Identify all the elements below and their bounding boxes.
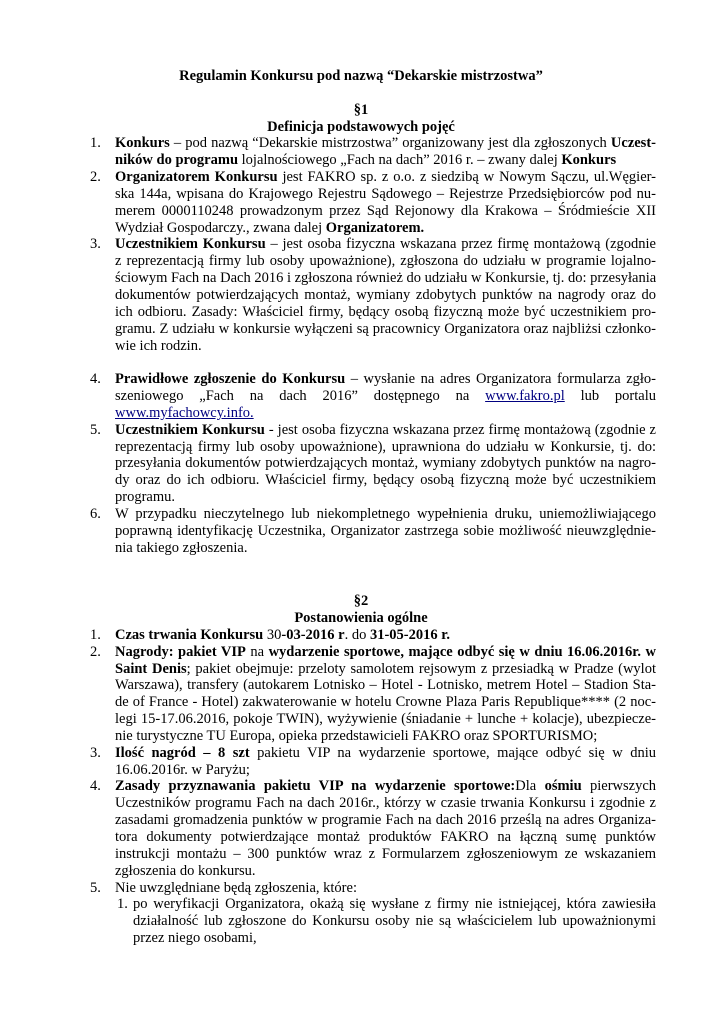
list-item	[90, 505, 656, 557]
link[interactable]: www.myfachowcy.info.	[115, 404, 254, 421]
bold-text-run: 31-05-2016 r.	[369, 626, 450, 643]
list-number: 5.	[90, 879, 101, 896]
document-content	[0, 68, 724, 947]
text-line	[115, 523, 656, 540]
text-line	[115, 253, 656, 270]
text-line	[115, 677, 656, 694]
text-run: przesyłania dokumentów potwierdzających montaż, wymiany zdobytych punktów na nagro-	[115, 455, 656, 472]
bold-text-run: Uczestnikiem Konkursu	[115, 421, 265, 438]
section-symbol: §1	[353, 101, 369, 118]
text-run: reprezentacją firmy lub osoby upoważnione), uprawniona do udziału w Konkursie, tj. do:	[115, 438, 656, 455]
text-line	[115, 661, 656, 678]
text-line	[115, 405, 656, 422]
text-run: de of France - Hotel) zakwaterowanie w hotelu Crowne Plaza Paris Republique**** (2 noc-	[115, 694, 656, 711]
list-item	[90, 643, 656, 745]
text-line	[115, 694, 656, 711]
text-line	[115, 627, 656, 644]
text-line	[115, 728, 656, 745]
bold-text-run: ośmiu	[544, 778, 582, 795]
text-run: merem 0000110248 prowadzonym przez Sąd Rejonowy dla Krakowa – Śródmieście XII	[115, 202, 656, 219]
bold-text-run: Prawidłowe zgłoszenie do Konkursu	[115, 371, 346, 388]
bold-text-run: wydarzenie sportowe, mające odbyć się w dniu 16.06.2016r. w	[268, 643, 656, 660]
text-run: na	[245, 643, 269, 660]
list-number: 4.	[90, 778, 101, 795]
text-line	[115, 863, 656, 880]
text-run: dy oraz do ich odbioru. Właściciel firmy, będący osobą fizyczną może być uczestnikiem	[115, 472, 656, 489]
text-run: - jest osoba fizyczna wskazana przez firmę montażową (zgodnie z	[264, 421, 656, 438]
list-item	[90, 371, 656, 422]
text-line	[115, 506, 656, 523]
text-run: nia takiego zgłoszenia.	[115, 539, 248, 556]
bold-text-run: Zasady przyznawania pakietu VIP na wydarzenie sportowe:	[115, 778, 516, 795]
text-run: pierwszych	[581, 778, 657, 795]
text-run: ska 144a, wpisana do Krajowego Rejestru Sądowego – Rejestrze Przedsiębiorców pod nu-	[115, 185, 656, 202]
text-run: W przypadku nieczytelnego lub niekompletnego wypełnienia druku, uniemożliwiającego	[115, 505, 656, 522]
text-line	[115, 135, 656, 152]
text-run: wie ich rodzin.	[115, 337, 202, 354]
text-line	[115, 829, 656, 846]
bold-text-run: Ilość nagród – 8 szt	[115, 744, 250, 761]
text-run: Nie uwzględniane będą zgłoszenia, które:	[115, 879, 357, 896]
link[interactable]: www.fakro.pl	[485, 388, 565, 405]
text-line	[133, 913, 656, 930]
text-line	[115, 236, 656, 253]
text-line	[115, 762, 656, 779]
bold-text-run: ników do programu	[115, 152, 239, 169]
text-run: tora dokumenty potwierdzające montaż produktów FAKRO na łączną sumę punktów	[115, 828, 656, 845]
text-run: lojalnościowego „Fach na dach” 2016 r. – zwany dalej	[238, 152, 562, 169]
section-heading: Postanowienia ogólne	[294, 610, 428, 626]
list-item	[90, 236, 657, 354]
text-run: 16.06.2016r. w Paryżu;	[115, 761, 250, 778]
text-line	[115, 186, 656, 203]
text-line	[115, 338, 656, 355]
text-line	[115, 472, 656, 489]
text-run: lub portalu	[564, 388, 656, 405]
text-line	[115, 422, 656, 439]
sub-list-item	[117, 896, 656, 947]
bold-text-run: Czas trwania Konkursu	[115, 626, 264, 643]
text-run: Wydział Gospodarczy., zwana dalej	[115, 219, 326, 236]
text-line	[115, 388, 656, 405]
list-item	[90, 626, 656, 644]
text-run: szeniowego „Fach na dach 2016” dostępnego na	[115, 388, 486, 405]
bold-text-run: Organizatorem.	[325, 219, 425, 236]
document-body	[0, 102, 724, 947]
text-line	[115, 778, 656, 795]
list-number: 2.	[90, 169, 101, 186]
text-run: ; pakiet obejmuje: przeloty samolotem rejsowym z przesiadką w Pradze (wylot	[186, 660, 656, 677]
text-line	[115, 169, 656, 186]
list-number: 2.	[90, 643, 101, 660]
text-run: Dla	[515, 778, 545, 795]
bold-text-run: -03-2016 r	[281, 626, 345, 643]
text-run: – jest osoba fizyczna wskazana przez firmę montażową (zgodnie	[265, 236, 656, 253]
list-item	[90, 169, 657, 236]
text-line	[133, 896, 656, 913]
list-number: 1.	[90, 135, 101, 152]
bold-text-run: Konkurs	[115, 135, 170, 152]
section-symbol: §2	[353, 593, 369, 610]
section-heading: Definicja podstawowych pojęć	[267, 118, 455, 135]
text-line	[115, 644, 656, 661]
text-line	[115, 287, 656, 304]
text-line	[115, 795, 656, 812]
text-run: legi 15-17.06.2016, pokoje TWIN), wyżywienie (śniadanie + lunche + kolacje), ubezpiecze-	[115, 711, 656, 728]
text-line	[133, 930, 656, 947]
text-run: pakietu VIP na wydarzenie sportowe, mające odbyć się w dniu	[249, 744, 656, 761]
text-run: jest FAKRO sp. z o.o. z siedzibą w Nowym Sączu, ul.Węgier-	[277, 169, 657, 186]
text-run: – wysłanie na adres Organizatora formularza zgło-	[345, 371, 656, 388]
text-run: ich odbioru. Zasady: Właściciel firmy, będący osobą fizyczną może być uczestnikiem pro-	[115, 303, 656, 320]
text-run: – pod nazwą “Dekarskie mistrzostwa” organizowany jest dla zgłoszonych	[169, 135, 611, 152]
bold-text-run: Konkurs	[561, 152, 617, 169]
bold-text-run: Nagrody: pakiet VIP	[115, 643, 246, 660]
text-line	[115, 152, 656, 169]
text-line	[115, 203, 656, 220]
text-line	[115, 371, 656, 388]
text-run: programu.	[115, 489, 175, 506]
text-run: Warszawa), transfery (autokarem Lotnisko – Hotel - Lotnisko, metrem Hotel – Stadion Sta-	[115, 677, 656, 694]
text-run: ściowym Fach na Dach 2016 i zgłoszona również do udziału w Konkursie, tj. do: przesyłania	[115, 270, 657, 287]
bold-text-run: Uczestnikiem Konkursu	[115, 236, 266, 253]
bold-text-run: Organizatorem Konkursu	[115, 169, 278, 186]
text-line	[115, 304, 656, 321]
text-line	[115, 745, 656, 762]
text-line	[115, 540, 656, 557]
text-line	[115, 321, 656, 338]
text-run: dokumentów potwierdzających montaż, wymiany zdobytych punktów na nagrody oraz do	[115, 286, 656, 303]
list-number: 3.	[90, 744, 101, 761]
text-run: z reprezentacją firmy lub osoby upoważnione), zgłoszona do udziału w programie lojalno-	[115, 253, 656, 270]
section	[0, 102, 724, 557]
list-item	[90, 135, 656, 169]
section	[0, 593, 724, 947]
text-run: nie turystyczne TU Europa, opieka przedstawicieli FAKRO oraz SPORTURISMO;	[115, 727, 598, 744]
list-number: 5.	[90, 421, 101, 438]
text-run: przez niego osobami,	[133, 930, 257, 947]
list-number: 6.	[90, 505, 101, 522]
text-run: gramu. Z udziału w konkursie wyłączeni są pracownicy Organizatora oraz najbliżsi członko-	[115, 320, 656, 337]
text-run: Uczestników programu Fach na dach 2016r., którzy w czasie trwania Konkursu i zgodnie z	[115, 795, 656, 812]
text-line	[115, 220, 656, 237]
list-item	[90, 744, 656, 779]
bold-text-run: Uczest-	[610, 135, 656, 152]
list-number: 1.	[117, 896, 128, 913]
text-run: instrukcji montażu – 300 punktów wraz z Formularzem zgłoszeniowym ze wskazaniem	[115, 845, 656, 862]
text-line	[115, 455, 656, 472]
text-line	[115, 880, 656, 897]
list-number: 1.	[90, 626, 101, 643]
text-line	[115, 812, 656, 829]
list-number: 3.	[90, 236, 101, 253]
text-run: działalność lub zgłoszone do Konkursu osoby nie są właścicielem lub upoważnionymi	[133, 913, 656, 930]
text-run: po weryfikacji Organizatora, okażą się wysłane z firmy nie istniejącej, która zawiesiła	[133, 896, 656, 913]
text-run: zasadami gromadzenia punktów w programie Fach na dach 2016 prześlą na adres Organiza-	[115, 812, 656, 829]
text-line	[115, 846, 656, 863]
text-run: poprawną identyfikację Uczestnika, Organizator zastrzega sobie możliwość nieuwzględnie-	[115, 522, 656, 539]
text-run: . do	[344, 626, 370, 643]
list-item	[90, 879, 656, 947]
text-run: zgłoszenia do konkursu.	[115, 862, 256, 879]
text-run: 30	[263, 626, 282, 643]
text-line	[115, 439, 656, 456]
list-item	[90, 778, 657, 879]
text-line	[115, 711, 656, 728]
bold-text-run: Saint Denis	[115, 660, 187, 677]
document-title: Regulamin Konkursu pod nazwą “Dekarskie mistrzostwa”	[179, 68, 543, 84]
text-line	[115, 270, 656, 287]
list-number: 4.	[90, 371, 101, 388]
list-item	[90, 421, 656, 506]
text-line	[115, 489, 656, 506]
